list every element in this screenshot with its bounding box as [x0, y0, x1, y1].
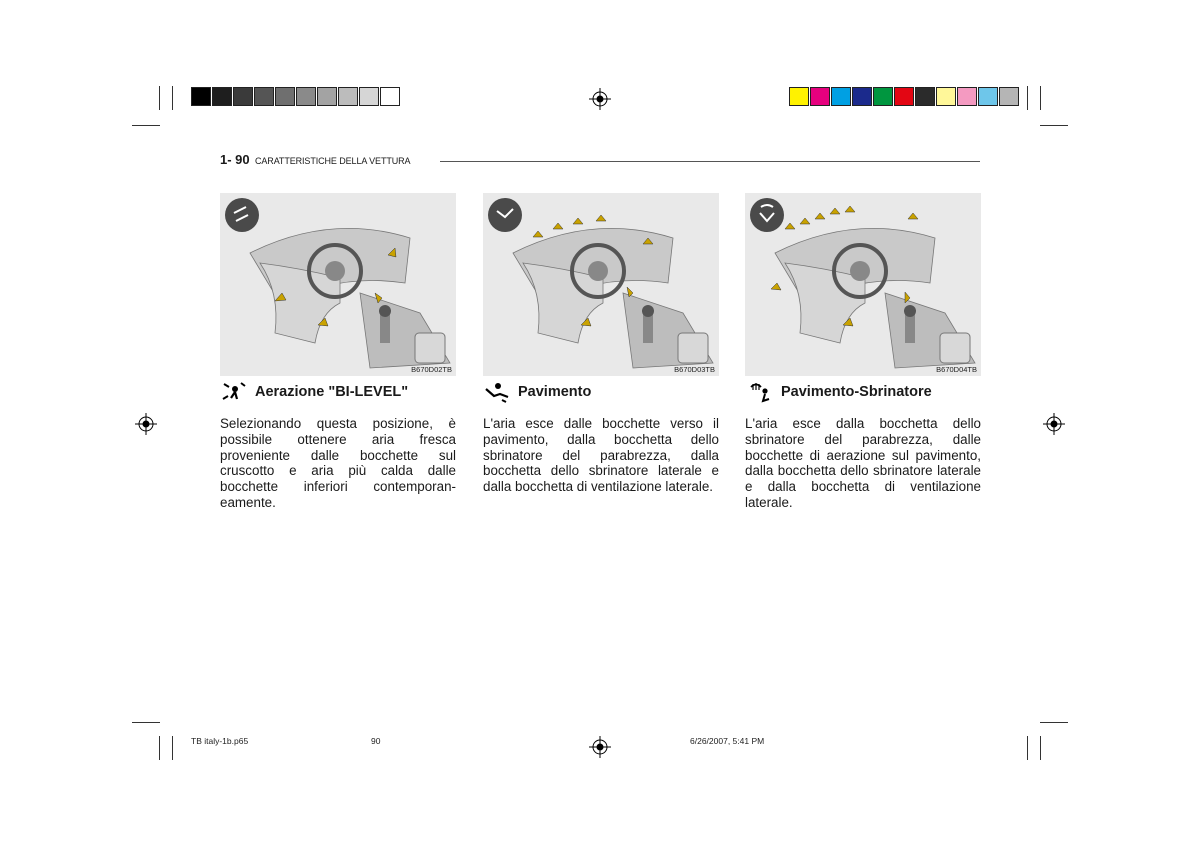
crop-mark [1040, 86, 1041, 110]
heading-text: Pavimento-Sbrinatore [781, 384, 932, 400]
color-swatch [873, 87, 893, 106]
color-swatch [275, 87, 295, 106]
dashboard-illustration-bi-level [220, 193, 456, 376]
grayscale-swatch-bar [191, 87, 401, 106]
crop-mark [159, 736, 160, 760]
footer-timestamp: 6/26/2007, 5:41 PM [690, 736, 765, 746]
color-swatch [380, 87, 400, 106]
color-swatch [915, 87, 935, 106]
header-divider [440, 161, 980, 162]
footer-page: 90 [371, 736, 381, 746]
color-swatch [789, 87, 809, 106]
color-swatch [296, 87, 316, 106]
crop-mark [1040, 722, 1068, 723]
heading-floor-defrost [747, 381, 932, 403]
registration-target-icon [589, 88, 611, 110]
registration-target-icon [1043, 413, 1065, 435]
registration-target-icon [589, 736, 611, 758]
color-swatch-bar [789, 87, 1020, 106]
color-swatch [957, 87, 977, 106]
image-code: B670D03TB [674, 365, 715, 374]
crop-mark [159, 86, 160, 110]
color-swatch [338, 87, 358, 106]
color-swatch [233, 87, 253, 106]
color-swatch [212, 87, 232, 106]
footer-file-name: TB italy-1b.p65 [191, 736, 249, 746]
crop-mark [1027, 86, 1028, 110]
image-code: B670D02TB [411, 365, 452, 374]
image-code: B670D04TB [936, 365, 977, 374]
color-swatch [978, 87, 998, 106]
floor-defrost-icon [747, 381, 773, 403]
color-swatch [254, 87, 274, 106]
section-title: CARATTERISTICHE DELLA VETTURA [255, 156, 411, 166]
bi-level-icon [221, 381, 247, 403]
registration-target-icon [135, 413, 157, 435]
crop-mark [1040, 736, 1041, 760]
crop-mark [132, 722, 160, 723]
crop-mark [132, 125, 160, 126]
color-swatch [191, 87, 211, 106]
body-paragraph: L'aria esce dalle bocchette verso il pavimento, dalla bocchetta dello sbrinatore del parabrezza, dalla bocchetta dello sbrinatore laterale e dalla bocchetta di ventilazione laterale. [483, 416, 719, 495]
color-swatch [999, 87, 1019, 106]
heading-text: Pavimento [518, 384, 592, 400]
crop-mark [172, 736, 173, 760]
color-swatch [936, 87, 956, 106]
color-swatch [359, 87, 379, 106]
color-swatch [810, 87, 830, 106]
crop-mark [1027, 736, 1028, 760]
dashboard-illustration-floor-defrost [745, 193, 981, 376]
body-paragraph: L'aria esce dalla bocchetta dello sbrinatore del parabrezza, dalle bocchette di aerazione sul pavimento, dalla bocchetta dello sbrinatore laterale e dalla bocchetta di ventilazione laterale. [745, 416, 981, 510]
color-swatch [831, 87, 851, 106]
page-number: 1- 90 [220, 152, 250, 167]
heading-bi-level [221, 381, 408, 403]
dashboard-illustration-floor [483, 193, 719, 376]
color-swatch [894, 87, 914, 106]
crop-mark [172, 86, 173, 110]
body-paragraph: Selezionando questa posizione, è possibile ottenere aria fresca proveniente dalle bocchette sul cruscotto e aria più calda dalle bocchette inferiori contemporan-eamente. [220, 416, 456, 510]
color-swatch [317, 87, 337, 106]
heading-floor [484, 381, 591, 403]
heading-text: Aerazione "BI-LEVEL" [255, 384, 409, 400]
color-swatch [852, 87, 872, 106]
crop-mark [1040, 125, 1068, 126]
floor-vent-icon [484, 381, 510, 403]
